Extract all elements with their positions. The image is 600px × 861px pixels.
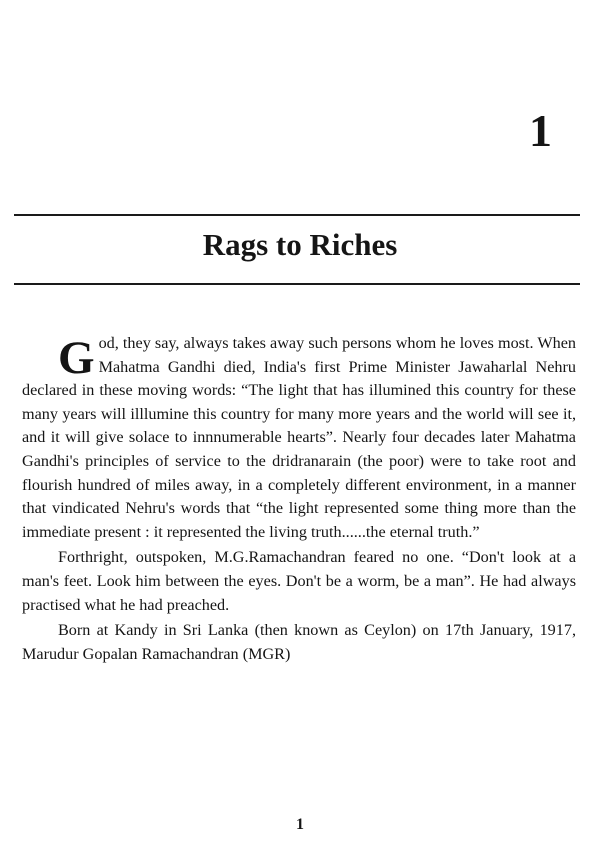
title-rule-bottom bbox=[14, 283, 580, 285]
page-number: 1 bbox=[296, 816, 304, 833]
chapter-number: 1 bbox=[529, 105, 552, 156]
paragraph-1 bbox=[22, 332, 576, 544]
paragraph-2: Forthright, outspoken, M.G.Ramachandran feared no one. “Don't look at a man's feet. Look him between the eyes. Don't be a worm, be a man”. He had always practised what he had preached. bbox=[22, 548, 576, 614]
chapter-title: Rags to Riches bbox=[202, 227, 398, 262]
chapter-body bbox=[22, 332, 576, 666]
paragraph-1-text: od, they say, always takes away such persons whom he loves most. When Mahatma Gandhi died, India's first Prime Minister Jawaharlal Nehru declared in these moving words: “The light that has illumined this country for these many years will illlumine this country for many more years and the world will see it, and it will give solace to innnumerable hearts”. Nearly four decades later Mahatma Gandhi's principles of service to the dridranarain (the poor) were to take root and flourish hundred of miles away, in a completely different environment, in a manner that vindicated Nehru's words that “the light represented some thing more than the immediate present : it represented the living truth......the eternal truth.” bbox=[22, 334, 576, 541]
drop-cap: G bbox=[58, 332, 95, 384]
title-rule-top bbox=[14, 214, 580, 216]
paragraph-3: Born at Kandy in Sri Lanka (then known as Ceylon) on 17th January, 1917, Marudur Gopalan Ramachandran (MGR) bbox=[22, 621, 576, 663]
